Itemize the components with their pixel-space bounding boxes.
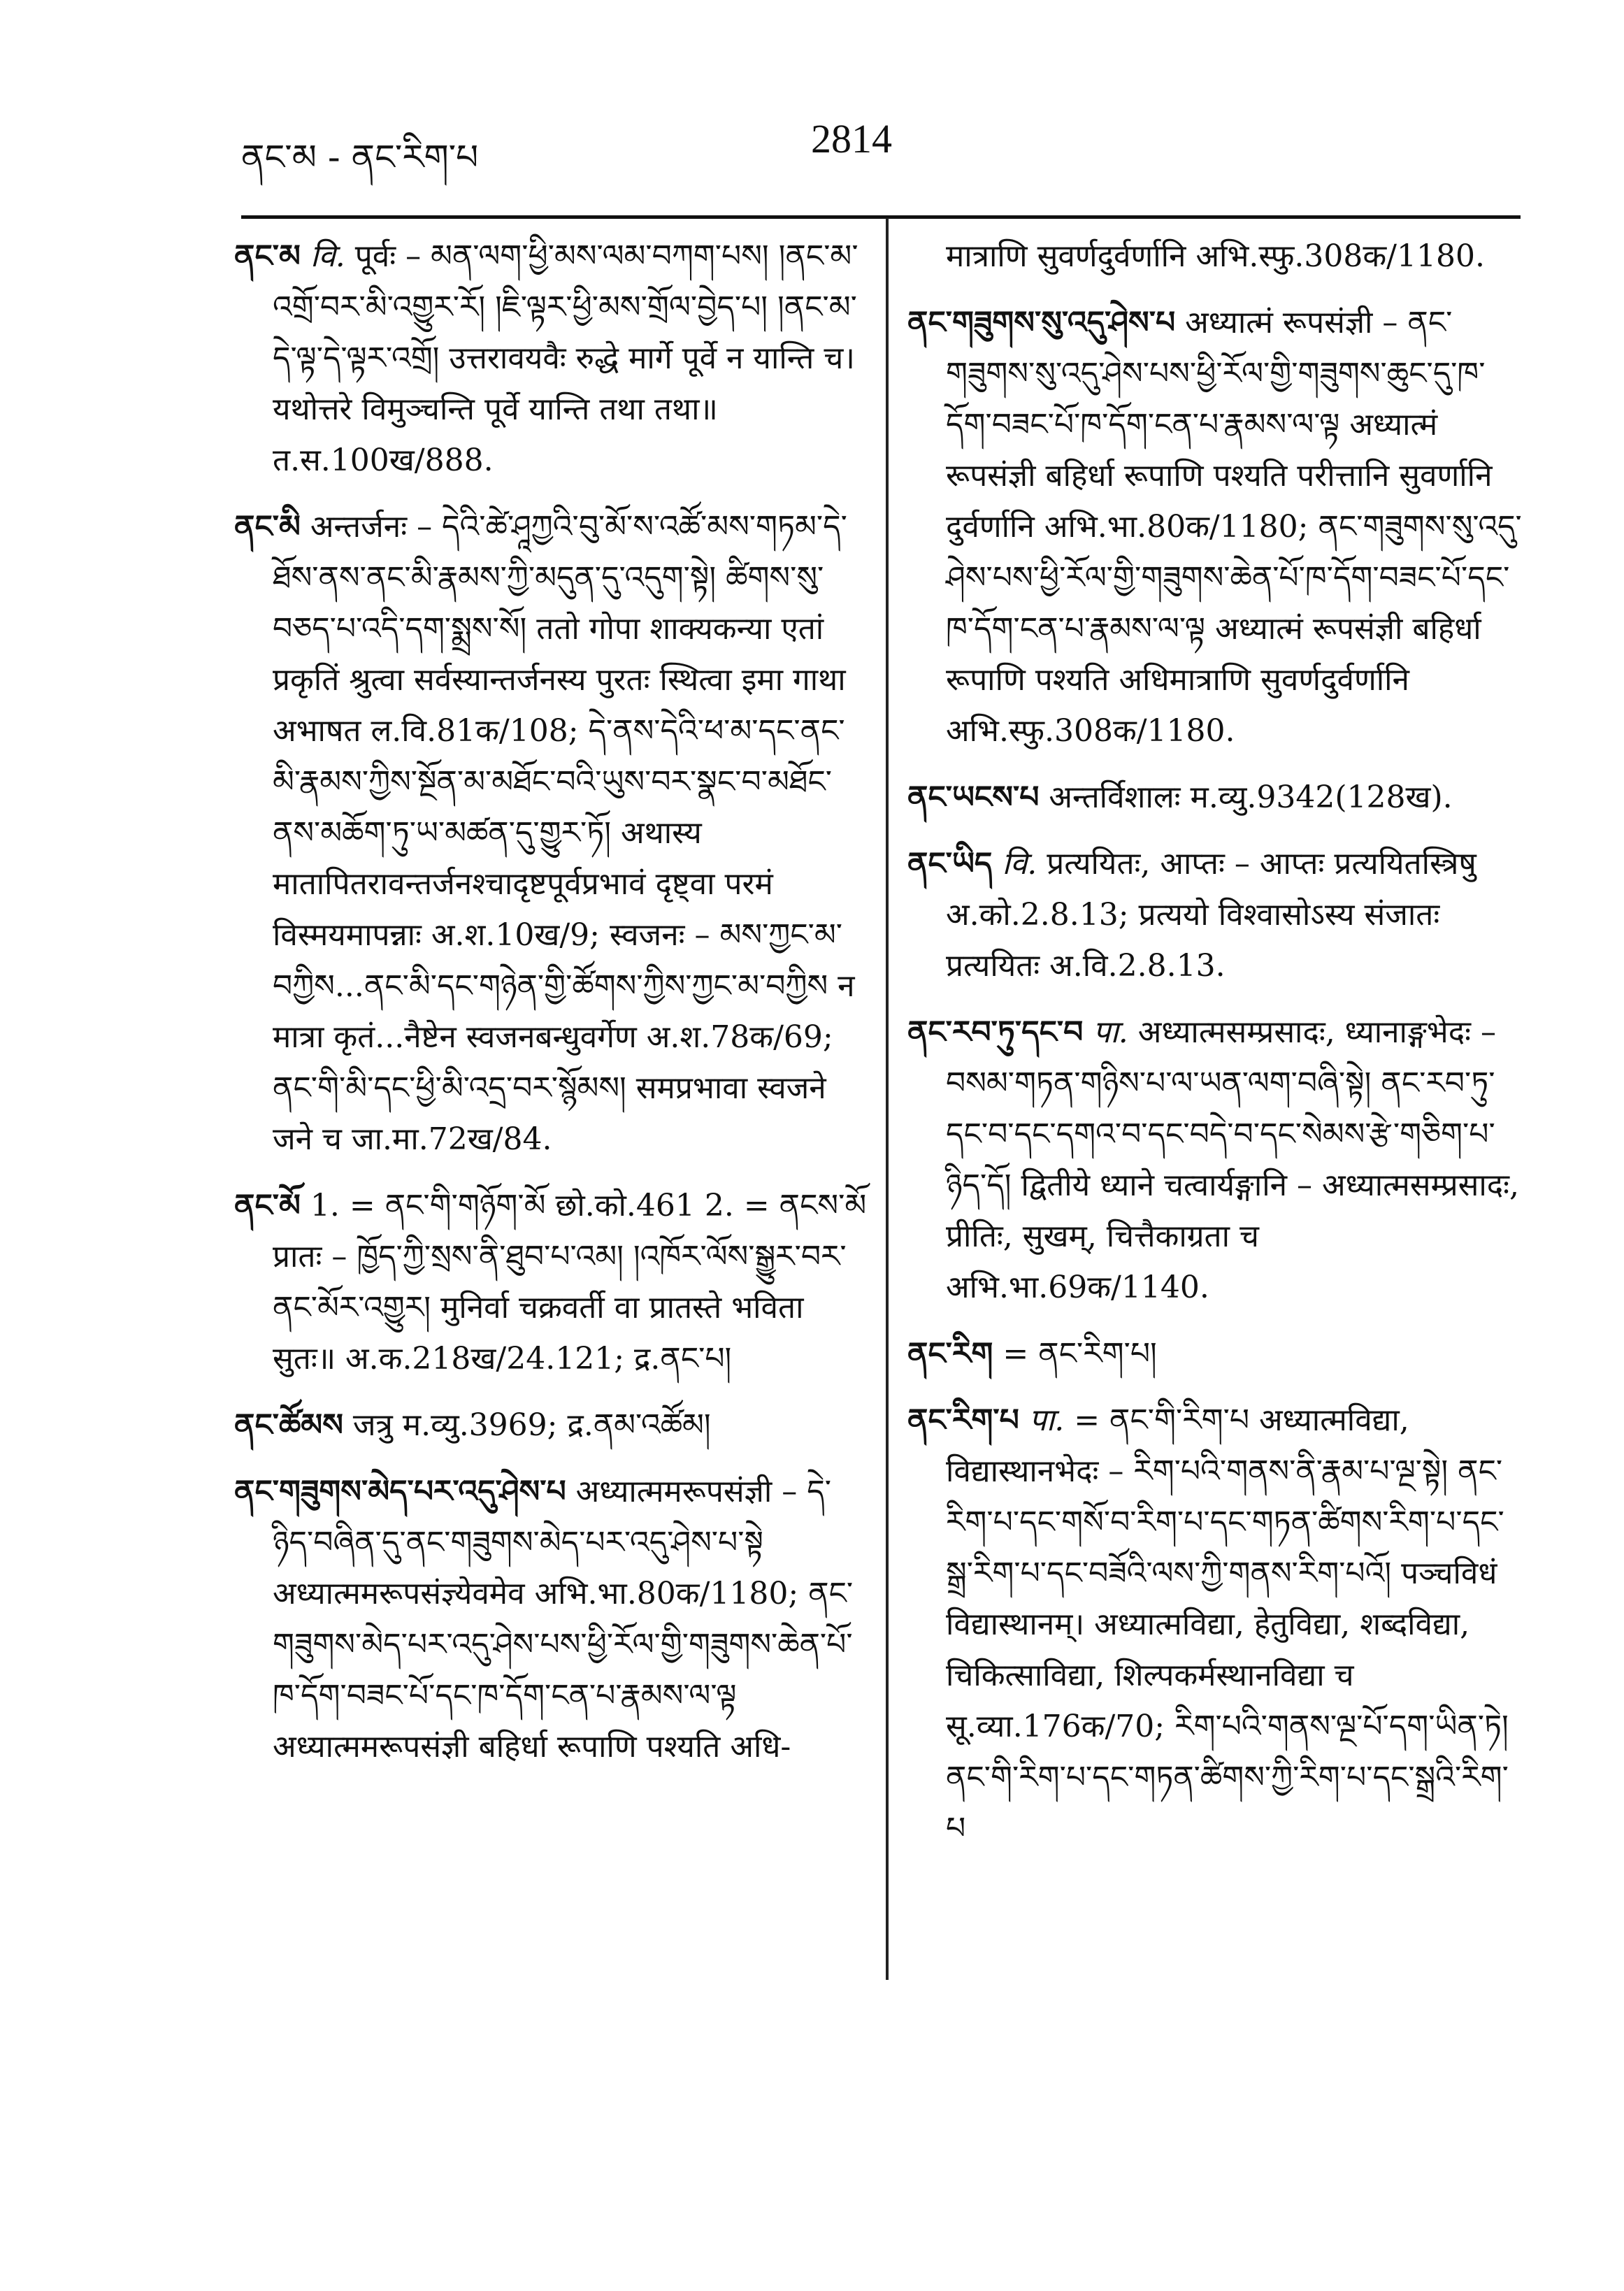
entry-text: अन्तर्जनः – དེའི་ཚེ་ཤཱཀྱའི་བུ་མོ་ས་འཚོ་མས་གཏམ་དེ་ཐོས་ནས་ནང་མི་རྣམས་ཀྱི་མདུན་དུ་འདུག་སྟེ། ཚིགས་སུ་བཅད་པ་འདི་དག་སྨྲས་སོ། ततो गोपा शाक्यकन्या एतां प्रकृतिं श्रुत्वा सर्वस्यान्तर्जनस्य पुरतः स्थित्वा इमा गाथा अभाषत ल.वि.81क/108; དེ་ནས་དེའི་ཕ་མ་དང་ནང་མི་རྣམས་ཀྱིས་སྔོན་མ་མཐོང་བའི་ཡུས་བར་སྣང་བ་མཐོང་ནས་མཆོག་ཏུ་ཡ་མཚན་དུ་གྱུར་ཏོ། अथास्य मातापितरावन्तर्जनश्चादृष्टपूर्वप्रभावं दृष्ट्वा परमं विस्मयमापन्नाः अ.श.10ख/9; स्वजनः – མས་ཀྱང་མ་བཀྱིས...ནང་མི་དང་གཉེན་གྱི་ཚོགས་ཀྱིས་ཀྱང་མ་བཀྱིས न मात्रा कृतं...नैष्टेन स्वजनबन्धुवर्गेण अ.श.78क/69; ནང་གི་མི་དང་ཕྱི་མི་འདྲ་བར་སྙོམས། समप्रभावा स्वजने जने च जा.मा.72ख/84. bbox=[273, 509, 855, 1157]
dictionary-entry bbox=[234, 1466, 867, 1772]
headword: ནང་མ bbox=[234, 238, 301, 274]
dictionary-entry bbox=[234, 1180, 867, 1384]
continued-entry bbox=[907, 231, 1523, 282]
entry-text: प्रत्ययितः, आप्तः – आप्तः प्रत्ययितस्त्रिषु अ.को.2.8.13; प्रत्ययो विश्वासोऽस्य संजातः प्रत्ययितः अ.वि.2.8.13. bbox=[946, 846, 1476, 984]
dictionary-entry bbox=[907, 297, 1523, 756]
headword: ནང་ཡིད bbox=[907, 846, 993, 882]
headword: ནང་མོ bbox=[234, 1188, 301, 1223]
headword: ནང་ཡངས་པ bbox=[907, 780, 1040, 815]
grammar-tag: वि. bbox=[1002, 846, 1037, 882]
entry-text: मात्राणि सुवर्णदुर्वर्णानि अभि.स्फु.308क/1180. bbox=[946, 238, 1485, 274]
entry-text: = ནང་རིག་པ། bbox=[1003, 1336, 1157, 1372]
header-rule bbox=[241, 215, 1521, 219]
grammar-tag: पा. bbox=[1093, 1014, 1128, 1050]
entry-text: = ནང་གི་རིག་པ अध्यात्मविद्या, विद्यास्थानभेदः – རིག་པའི་གནས་ནི་རྣམ་པ་ལྔ་སྟེ། ནང་རིག་པ་དང་གསོ་བ་རིག་པ་དང་གཏན་ཚིགས་རིག་པ་དང་སྒྲ་རིག་པ་དང་བཟོའི་ལས་ཀྱི་གནས་རིག་པའོ། पञ्चविधं विद्यास्थानम्। अध्यात्मविद्या, हेतुविद्या, शब्दविद्या, चिकित्साविद्या, शिल्पकर्मस्थानविद्या च सू.व्या.176क/70; རིག་པའི་གནས་ལྔ་པོ་དག་ཡིན་ཏེ། ནང་གི་རིག་པ་དང་གཏན་ཚིགས་ཀྱི་རིག་པ་དང་སྒྲའི་རིག་པ bbox=[946, 1402, 1509, 1846]
right-column bbox=[907, 231, 1523, 1869]
dictionary-entry bbox=[907, 1007, 1523, 1313]
headword: ནང་གཟུགས་སུ་འདུ་ཤེས་པ bbox=[907, 305, 1176, 340]
headword: ནང་རིག་པ bbox=[907, 1402, 1019, 1438]
entry-text: 1. = ནང་གི་གཉོག་མོ छो.को.461 2. = ནངས་མོ प्रातः – ཁྱོད་ཀྱི་སྲས་ནི་ཐུབ་པ་འམ། །འཁོར་ལོས་སྒྱུར་བར་ནང་མོར་འགྱུར། मुनिर्वा चक्रवर्ती वा प्रातस्ते भविता सुतः॥ अ.क.218ख/24.121; द्र.ནང་པ། bbox=[273, 1188, 867, 1377]
headword: ནང་མི bbox=[234, 509, 301, 545]
page-number: 2814 bbox=[811, 116, 892, 161]
dictionary-entry bbox=[907, 772, 1523, 823]
headword: ནང་རིག bbox=[907, 1336, 993, 1372]
dictionary-entry bbox=[234, 231, 867, 486]
running-head: ནང་མ - ནང་རིག་པ bbox=[241, 137, 479, 178]
entry-text: पूर्वः – མན་ལག་ཕྱི་མས་ལམ་བཀག་པས། །ནང་མ་འགྲོ་བར་མི་འགྱུར་རོ། །ཇི་ལྟར་ཕྱི་མས་གྲོལ་བྱེད་པ། །ནང་མ་དེ་ལྟ་དེ་ལྟར་འགྲོ། उत्तरावयवैः रुद्धे मार्गे पूर्वे न यान्ति च। यथोत्तरे विमुञ्चन्ति पूर्वे यान्ति तथा तथा॥ त.स.100ख/888. bbox=[273, 238, 858, 478]
entry-text: जत्रु म.व्यु.3969; द्र.ནམ་འཚོམ། bbox=[352, 1407, 711, 1443]
grammar-tag: पा. bbox=[1028, 1402, 1065, 1438]
dictionary-entry bbox=[907, 1395, 1523, 1854]
left-column bbox=[234, 231, 867, 1788]
headword: ནང་རབ་ཏུ་དང་བ bbox=[907, 1014, 1084, 1050]
dictionary-entry bbox=[907, 1328, 1523, 1379]
entry-text: अन्तर्विशालः म.व्यु.9342(128ख). bbox=[1049, 780, 1453, 815]
headword: ནང་གཟུགས་མེད་པར་འདུ་ཤེས་པ bbox=[234, 1474, 566, 1509]
grammar-tag: वि. bbox=[310, 238, 345, 274]
entry-text: अध्यात्मं रूपसंज्ञी – ནང་གཟུགས་སུ་འདུ་ཤེས་པས་ཕྱི་རོལ་གྱི་གཟུགས་ཆུང་དུ་ཁ་དོག་བཟང་པོ་ཁ་དོག་ངན་པ་རྣམས་ལ་ལྟ अध्यात्मं रूपसंज्ञी बहिर्धा रूपाणि पश्यति परीत्तानि सुवर्णानि दुर्वर्णानि अभि.भा.80क/1180; ནང་གཟུགས་སུ་འདུ་ཤེས་པས་ཕྱི་རོལ་གྱི་གཟུགས་ཆེན་པོ་ཁ་དོག་བཟང་པོ་དང་ཁ་དོག་ངན་པ་རྣམས་ལ་ལྟ अध्यात्मं रूपसंज्ञी बहिर्धा रूपाणि पश्यति अधिमात्राणि सुवर्णदुर्वर्णानि अभि.स्फु.308क/1180. bbox=[946, 305, 1522, 749]
entry-text: अध्यात्ममरूपसंज्ञी – དེ་ཉིད་བཞིན་དུ་ནང་གཟུགས་མེད་པར་འདུ་ཤེས་པ་སྟེ अध्यात्ममरूपसंज्ञ्येवमेव अभि.भा.80क/1180; ནང་གཟུགས་མེད་པར་འདུ་ཤེས་པས་ཕྱི་རོལ་གྱི་གཟུགས་ཆེན་པོ་ཁ་དོག་བཟང་པོ་དང་ཁ་དོག་ངན་པ་རྣམས་ལ་ལྟ अध्यात्ममरूपसंज्ञी बहिर्धा रूपाणि पश्यति अधि- bbox=[273, 1474, 854, 1765]
dictionary-entry bbox=[234, 501, 867, 1165]
dictionary-entry bbox=[907, 838, 1523, 991]
headword: ནང་ཚོམས bbox=[234, 1407, 343, 1443]
entry-text: अध्यात्मसम्प्रसादः, ध्यानाङ्गभेदः – བསམ་གཏན་གཉིས་པ་ལ་ཡན་ལག་བཞི་སྟེ། ནང་རབ་ཏུ་དང་བ་དང་དགའ་བ་དང་བདེ་བ་དང་སེམས་རྩེ་གཅིག་པ་ཉིད་དོ། द्वितीये ध्याने चत्वार्यङ्गानि – अध्यात्मसम्प्रसादः, प्रीतिः, सुखम्, चित्तैकाग्रता च अभि.भा.69क/1140. bbox=[946, 1014, 1519, 1305]
dictionary-entry bbox=[234, 1400, 867, 1451]
column-divider bbox=[886, 218, 889, 1980]
